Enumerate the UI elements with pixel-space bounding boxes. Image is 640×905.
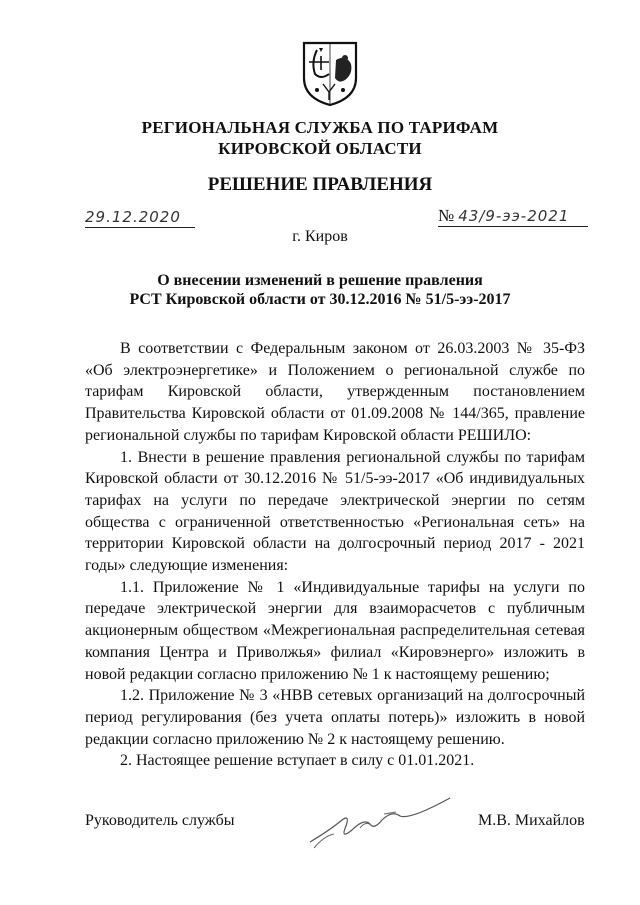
organization-name-line2: КИРОВСКОЙ ОБЛАСТИ	[218, 139, 422, 158]
document-title: РЕШЕНИЕ ПРАВЛЕНИЯ	[207, 174, 433, 195]
body-paragraph-item-2: 2. Настоящее решение вступает в силу с 01.01.2021.	[120, 752, 475, 770]
body-paragraph-preamble: В соответствии с Федеральным законом от 26.03.2003 № 35-ФЗ «Об электроэнергетике» и Положением о региональной службе по тарифам Кировской области, утвержденным постановлением Правительства Кировской области от 01.09.2008 № 144/365, правление региональной службы по тарифам Кировской области РЕШИЛО:	[85, 340, 585, 444]
signer-name: М.В. Михайлов	[478, 812, 585, 829]
document-date: 29.12.2020	[85, 208, 195, 228]
body-paragraph-item-1-2: 1.2. Приложение № 3 «НВВ сетевых организаций на долгосрочный период регулирования (без учета оплаты потерь)» изложить в новой редакции согласно приложению № 2 к настоящему решению.	[85, 687, 585, 748]
kirov-coat-of-arms-icon	[301, 40, 359, 108]
document-number	[438, 206, 588, 227]
number-sign: №	[438, 206, 455, 225]
organization-name-line1: РЕГИОНАЛЬНАЯ СЛУЖБА ПО ТАРИФАМ	[141, 118, 499, 137]
signer-title: Руководитель службы	[85, 812, 235, 829]
city: г. Киров	[292, 228, 348, 245]
body-paragraph-item-1: 1. Внести в решение правления региональной службы по тарифам Кировской области от 30.12.2016 № 51/5-ээ-2017 «Об индивидуальных тарифах на услуги по передаче электрической энергии по сетям общества с ограниченной ответственностью «Региональная сеть» на территории Кировской области на долгосрочный период 2017 - 2021 годы» следующие изменения:	[85, 448, 585, 575]
body-paragraph-item-1-1: 1.1. Приложение № 1 «Индивидуальные тарифы на услуги по передаче электрической энергии для взаиморасчетов с публичным акционерным обществом «Межрегиональная распределительная сетевая компания Центра и Приволжья» филиал «Кировэнерго» изложить в новой редакции согласно приложению № 1 к настоящему решению;	[85, 578, 585, 683]
subject-line2: РСТ Кировской области от 30.12.2016 № 51/5-ээ-2017	[129, 291, 511, 308]
document-body	[85, 338, 585, 772]
subject-line1: О внесении изменений в решение правления	[157, 272, 483, 289]
document-number-value: 43/9-ээ-2021	[458, 207, 570, 225]
handwritten-signature	[300, 790, 460, 860]
